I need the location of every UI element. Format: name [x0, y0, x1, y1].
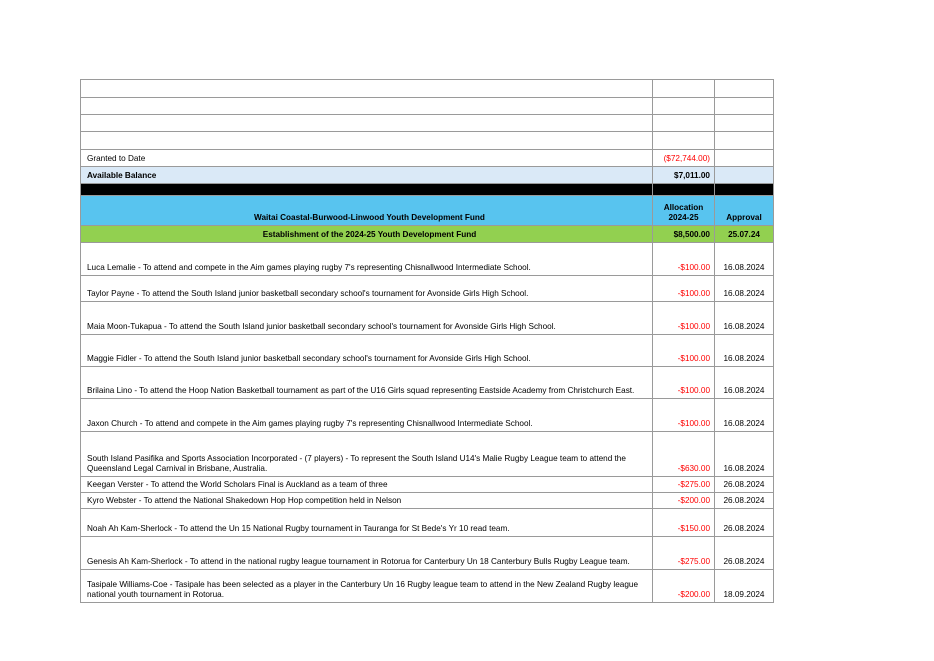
grant-description: Keegan Verster - To attend the World Scholars Final is Auckland as a team of three: [81, 477, 653, 493]
empty-cell: [653, 98, 715, 115]
grant-description: South Island Pasifika and Sports Association Incorporated - (7 players) - To represent the South Island U14's Malie Rugby League team to attend the Queensland Legal Carnival in Brisbane, Australia.: [81, 432, 653, 477]
grant-amount: -$200.00: [653, 493, 715, 509]
empty-cell: [715, 80, 774, 98]
grant-description: Brilaina Lino - To attend the Hoop Nation Basketball tournament as part of the U16 Girls squad representing Eastside Academy from Christchurch East.: [81, 367, 653, 399]
grant-approval-date: 26.08.2024: [715, 477, 774, 493]
grant-row: [81, 276, 774, 302]
grant-description: Tasipale Williams-Coe - Tasipale has been selected as a player in the Canterbury Un 16 Rugby league team to attend in the New Zealand Rugby league national youth tournament in Rotorua.: [81, 570, 653, 603]
grant-description: Maia Moon-Tukapua - To attend the South Island junior basketball secondary school's tournament for Avonside Girls High School.: [81, 302, 653, 335]
grant-row: [81, 432, 774, 477]
grant-row: [81, 399, 774, 432]
empty-cell: [653, 80, 715, 98]
grant-approval-date: 16.08.2024: [715, 335, 774, 367]
grant-approval-date: 18.09.2024: [715, 570, 774, 603]
balance-row: [81, 167, 774, 184]
empty-cell: [81, 80, 653, 98]
grant-description: Jaxon Church - To attend and compete in the Aim games playing rugby 7's representing Chisnallwood Intermediate School.: [81, 399, 653, 432]
establishment-date: 25.07.24: [715, 226, 774, 243]
grant-description: Taylor Payne - To attend the South Island junior basketball secondary school's tournament for Avonside Girls High School.: [81, 276, 653, 302]
grant-amount: -$100.00: [653, 243, 715, 276]
grant-row: [81, 302, 774, 335]
empty-cell: [715, 115, 774, 132]
grant-amount: -$275.00: [653, 537, 715, 570]
grant-description: Maggie Fidler - To attend the South Island junior basketball secondary school's tournament for Avonside Girls High School.: [81, 335, 653, 367]
empty-cell: [715, 167, 774, 184]
grant-amount: -$100.00: [653, 335, 715, 367]
grant-amount: -$100.00: [653, 302, 715, 335]
grant-approval-date: 26.08.2024: [715, 493, 774, 509]
grant-amount: -$630.00: [653, 432, 715, 477]
grant-approval-date: 16.08.2024: [715, 243, 774, 276]
grant-row: [81, 477, 774, 493]
empty-cell: [715, 150, 774, 167]
grant-row: [81, 367, 774, 399]
empty-cell: [653, 132, 715, 150]
grant-row: [81, 570, 774, 603]
divider-bar: [81, 184, 774, 196]
establishment-amount: $8,500.00: [653, 226, 715, 243]
grant-row: [81, 537, 774, 570]
empty-row: [81, 132, 774, 150]
establishment-row: [81, 226, 774, 243]
grant-approval-date: 16.08.2024: [715, 399, 774, 432]
approval-header: Approval: [715, 196, 774, 226]
empty-cell: [715, 98, 774, 115]
grant-row: [81, 493, 774, 509]
empty-cell: [81, 115, 653, 132]
allocation-header-line1: Allocation: [663, 203, 704, 212]
granted-row: [81, 150, 774, 167]
grant-row: [81, 243, 774, 276]
empty-cell: [715, 132, 774, 150]
grant-approval-date: 16.08.2024: [715, 302, 774, 335]
grant-approval-date: 16.08.2024: [715, 432, 774, 477]
grant-approval-date: 26.08.2024: [715, 509, 774, 537]
grant-approval-date: 26.08.2024: [715, 537, 774, 570]
empty-cell: [81, 132, 653, 150]
grant-amount: -$100.00: [653, 367, 715, 399]
balance-value: $7,011.00: [653, 167, 715, 184]
empty-cell: [81, 98, 653, 115]
youth-fund-table: [80, 79, 774, 603]
grant-description: Genesis Ah Kam-Sherlock - To attend in the national rugby league tournament in Rotorua for Canterbury Un 18 Canterbury Bulls Rugby League team.: [81, 537, 653, 570]
grant-row: [81, 335, 774, 367]
allocation-header-line2: 2024-25: [668, 213, 699, 222]
grant-approval-date: 16.08.2024: [715, 276, 774, 302]
granted-value: ($72,744.00): [653, 150, 715, 167]
fund-header-row: [81, 196, 774, 226]
fund-title: Waitai Coastal-Burwood-Linwood Youth Development Fund: [81, 196, 653, 226]
empty-row: [81, 115, 774, 132]
grant-approval-date: 16.08.2024: [715, 367, 774, 399]
establishment-label: Establishment of the 2024-25 Youth Development Fund: [81, 226, 653, 243]
empty-row: [81, 80, 774, 98]
balance-label: Available Balance: [81, 167, 653, 184]
grant-description: Luca Lemalie - To attend and compete in the Aim games playing rugby 7's representing Chisnallwood Intermediate School.: [81, 243, 653, 276]
allocation-header: [653, 196, 715, 226]
empty-row: [81, 98, 774, 115]
grant-amount: -$100.00: [653, 399, 715, 432]
grant-amount: -$200.00: [653, 570, 715, 603]
grant-description: Noah Ah Kam-Sherlock - To attend the Un 15 National Rugby tournament in Tauranga for St Bede's Yr 10 read team.: [81, 509, 653, 537]
empty-cell: [653, 115, 715, 132]
grant-description: Kyro Webster - To attend the National Shakedown Hop Hop competition held in Nelson: [81, 493, 653, 509]
grant-amount: -$150.00: [653, 509, 715, 537]
granted-label: Granted to Date: [81, 150, 653, 167]
grant-amount: -$275.00: [653, 477, 715, 493]
grant-amount: -$100.00: [653, 276, 715, 302]
grant-row: [81, 509, 774, 537]
